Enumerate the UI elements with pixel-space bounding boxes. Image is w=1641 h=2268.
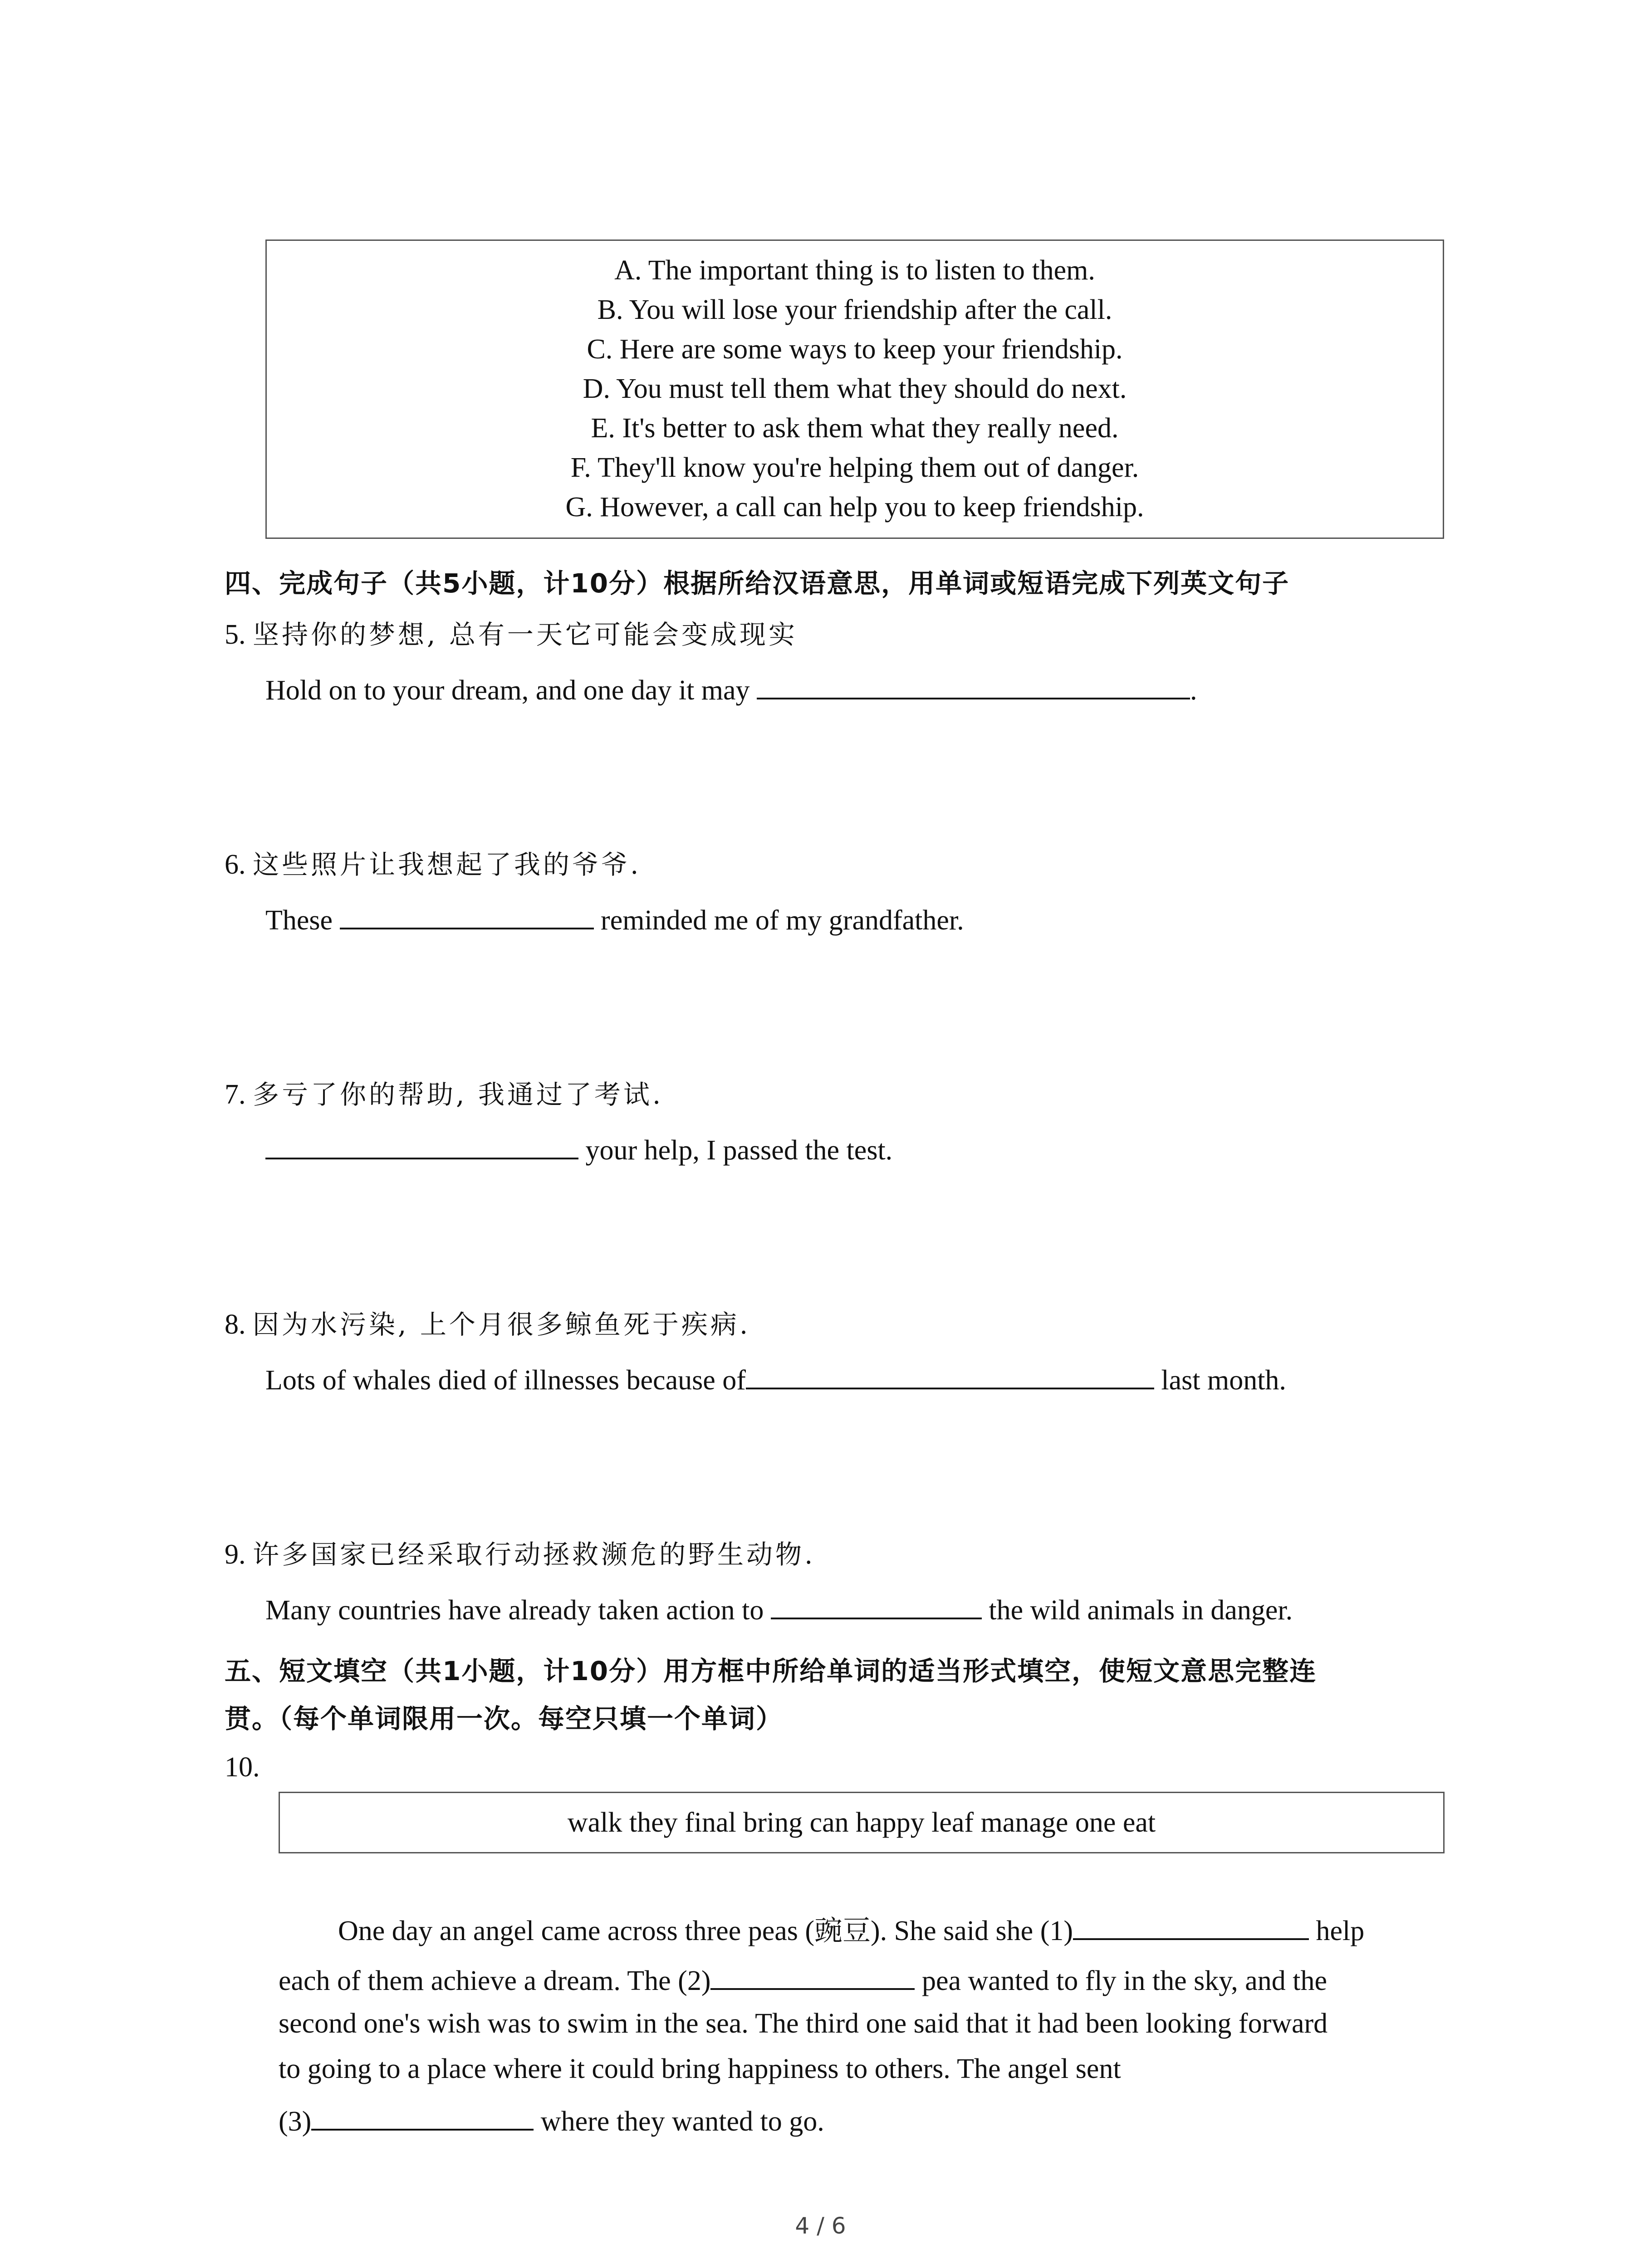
question-7-sentence	[265, 1131, 892, 1167]
option-f: F. They'll know you're helping them out of danger.	[570, 452, 1139, 483]
sentence-after: .	[1190, 675, 1197, 706]
option-d: D. You must tell them what they should do next.	[583, 373, 1127, 404]
option-a: A. The important thing is to listen to them.	[614, 255, 1095, 286]
passage-text: each of them achieve a dream. The (2)	[279, 1965, 711, 1996]
option-g: G. However, a call can help you to keep friendship.	[565, 492, 1144, 523]
answer-blank-5[interactable]	[757, 671, 1190, 699]
passage-line-4: to going to a place where it could bring happiness to others. The angel sent	[279, 2053, 1121, 2084]
passage-text: (3)	[279, 2106, 312, 2137]
passage-line-2	[279, 1962, 1327, 1997]
passage-text: where they wanted to go.	[534, 2106, 824, 2137]
question-10-number: 10.	[225, 1752, 260, 1783]
sentence-after: reminded me of my grandfather.	[593, 905, 964, 936]
question-5-sentence	[265, 671, 1197, 707]
question-chinese: 因为水污染, 上个月很多鲸鱼死于疾病.	[253, 1309, 751, 1340]
sentence-after: last month.	[1154, 1365, 1286, 1396]
section-5-title-line-1: 五、短文填空（共1小题，计10分）用方框中所给单词的适当形式填空，使短文意思完整连	[225, 1656, 1317, 1686]
answer-blank-6[interactable]	[340, 901, 594, 929]
sentence-after: the wild animals in danger.	[981, 1595, 1293, 1626]
passage-text: One day an angel came across three peas (豌豆). She said she (1)	[338, 1916, 1073, 1946]
question-8-sentence	[265, 1361, 1286, 1397]
passage-line-3: second one's wish was to swim in the sea. The third one said that it had been looking forward	[279, 2008, 1328, 2039]
question-number: 8.	[225, 1309, 246, 1340]
option-e: E. It's better to ask them what they really need.	[591, 413, 1119, 444]
passage-text: help	[1309, 1916, 1365, 1946]
question-6-prompt	[225, 848, 641, 881]
sentence-before: Lots of whales died of illnesses because of	[265, 1365, 746, 1396]
question-number: 5.	[225, 619, 246, 650]
sentence-after: your help, I passed the test.	[578, 1135, 893, 1166]
question-9-prompt	[225, 1538, 815, 1571]
passage-line-1	[338, 1912, 1364, 1947]
passage-blank-2[interactable]	[710, 1962, 915, 1990]
question-7-prompt	[225, 1078, 663, 1111]
question-number: 6.	[225, 849, 246, 880]
question-chinese: 这些照片让我想起了我的爷爷.	[253, 849, 642, 880]
question-8-prompt	[225, 1308, 750, 1341]
question-chinese: 坚持你的梦想, 总有一天它可能会变成现实	[253, 619, 798, 650]
sentence-before: These	[265, 905, 340, 936]
option-c: C. Here are some ways to keep your friendship.	[587, 334, 1123, 365]
question-number: 9.	[225, 1539, 246, 1570]
section-4-title: 四、完成句子（共5小题，计10分）根据所给汉语意思，用单词或短语完成下列英文句子	[225, 568, 1290, 599]
question-number: 7.	[225, 1079, 246, 1110]
answer-blank-8[interactable]	[746, 1361, 1154, 1389]
question-9-sentence	[265, 1591, 1293, 1627]
sentence-before: Many countries have already taken action to	[265, 1595, 771, 1626]
sentence-before: Hold on to your dream, and one day it may	[265, 675, 757, 706]
passage-text: pea wanted to fly in the sky, and the	[915, 1965, 1327, 1996]
question-chinese: 多亏了你的帮助, 我通过了考试.	[253, 1079, 664, 1110]
option-b: B. You will lose your friendship after the call.	[597, 294, 1112, 325]
page-number: 4 / 6	[795, 2213, 846, 2239]
word-box: walk they final bring can happy leaf manage one eat	[279, 1792, 1445, 1853]
answer-blank-9[interactable]	[771, 1591, 982, 1619]
answer-blank-7[interactable]	[265, 1131, 578, 1159]
options-box	[265, 240, 1444, 539]
question-6-sentence	[265, 901, 964, 937]
question-chinese: 许多国家已经采取行动拯救濒危的野生动物.	[253, 1539, 816, 1570]
question-5-prompt	[225, 618, 798, 651]
passage-blank-3[interactable]	[311, 2102, 534, 2131]
passage-blank-1[interactable]	[1073, 1912, 1309, 1940]
passage-line-5	[279, 2102, 824, 2138]
section-5-title-line-2: 贯。（每个单词限用一次。每空只填一个单词）	[225, 1703, 784, 1734]
